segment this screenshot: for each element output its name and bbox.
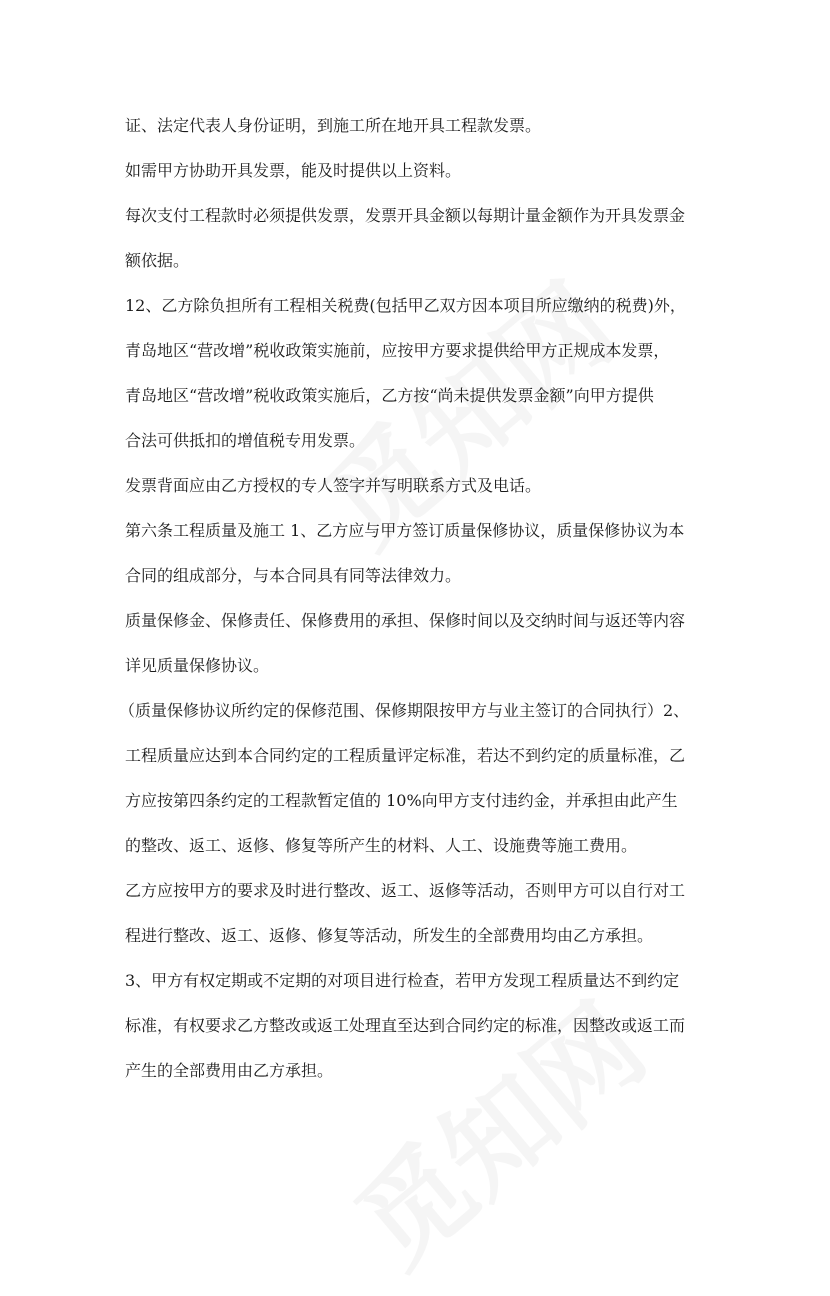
text-line: 发票背面应由乙方授权的专人签字并写明联系方式及电话。 <box>125 476 542 495</box>
text-line: 标准，有权要求乙方整改或返工处理直至达到合同约定的标准，因整改或返工而 <box>125 1016 686 1035</box>
text-line: 青岛地区“营改增”税收政策实施后，乙方按“尚未提供发票金额”向甲方提供 <box>125 386 654 405</box>
text-line: 青岛地区“营改增”税收政策实施前，应按甲方要求提供给甲方正规成本发票， <box>125 341 670 360</box>
text-line: 3、甲方有权定期或不定期的对项目进行检查，若甲方发现工程质量达不到约定 <box>125 971 680 990</box>
text-line: 额依据。 <box>125 251 190 270</box>
text-line: 每次支付工程款时必须提供发票，发票开具金额以每期计量金额作为开具发票金 <box>125 206 686 225</box>
text-line: 乙方应按甲方的要求及时进行整改、返工、返修等活动，否则甲方可以自行对工 <box>125 881 686 900</box>
text-line: 如需甲方协助开具发票，能及时提供以上资料。 <box>125 161 462 180</box>
text-line: 方应按第四条约定的工程款暂定值的 10%向甲方支付违约金，并承担由此产生 <box>125 791 678 810</box>
text-line: 证、法定代表人身份证明，到施工所在地开具工程款发票。 <box>125 116 542 135</box>
section-heading-line: 第六条工程质量及施工 1、乙方应与甲方签订质量保修协议，质量保修协议为本 <box>125 521 685 540</box>
watermark <box>318 962 672 1295</box>
text-line: 质量保修金、保修责任、保修费用的承担、保修时间以及交纳时间与返还等内容 <box>125 611 686 630</box>
text-line: 12、乙方除负担所有工程相关税费(包括甲乙双方因本项目所应缴纳的税费)外， <box>125 296 686 315</box>
text-line: 的整改、返工、返修、修复等所产生的材料、人工、设施费等施工费用。 <box>125 836 638 855</box>
text-line: 合同的组成部分，与本合同具有同等法律效力。 <box>125 566 462 585</box>
text-line: 详见质量保修协议。 <box>125 656 270 675</box>
text-line: 合法可供抵扣的增值税专用发票。 <box>125 431 366 450</box>
text-line: 产生的全部费用由乙方承担。 <box>125 1061 334 1080</box>
text-line: （质量保修协议所约定的保修范围、保修期限按甲方与业主签订的合同执行）2、 <box>119 701 690 720</box>
text-line: 程进行整改、返工、返修、修复等活动，所发生的全部费用均由乙方承担。 <box>125 926 654 945</box>
text-line: 工程质量应达到本合同约定的工程质量评定标准，若达不到约定的质量标准，乙 <box>125 746 686 765</box>
